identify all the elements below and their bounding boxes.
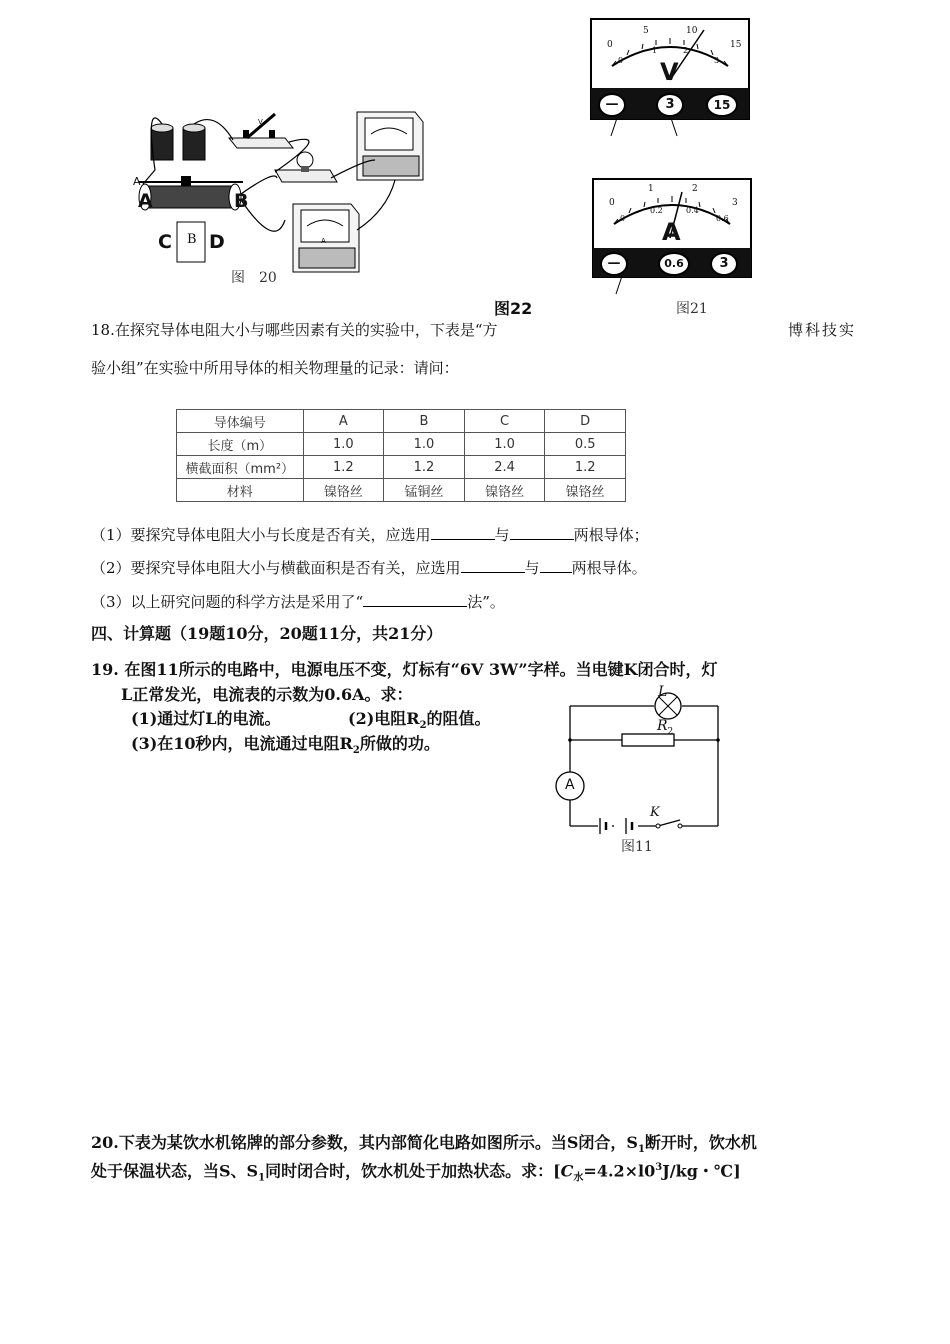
table-header-cell: 导体编号 [177, 410, 304, 433]
ammeter-dial-panel [592, 178, 752, 278]
table-header-cell: A [303, 410, 384, 433]
a-terminal-0-6: 0.6 [658, 252, 690, 276]
q20-line1 [91, 1133, 757, 1160]
table-cell: 1.2 [545, 456, 626, 479]
a-inner-0: 0 [620, 214, 626, 223]
voltmeter-letter: V [660, 58, 679, 86]
a-outer-2: 2 [692, 184, 698, 194]
label-box-b: B [187, 232, 197, 247]
q18-sub1-text-c: 两根导体； [573, 526, 649, 544]
q18-intro-b: 博科技实 [788, 321, 857, 339]
q18-sub1-text-b: 与 [494, 526, 510, 544]
q20-line2-text-d: =4.2×l0 [583, 1161, 656, 1181]
switch-contact-left [656, 824, 660, 828]
q18-sub1 [91, 524, 649, 545]
table-cell: 1.2 [303, 456, 384, 479]
table-row [177, 433, 626, 456]
q18-sub3-text-a: （3）以上研究问题的科学方法是采用了“ [91, 593, 364, 611]
q19-line2: L正常发光，电流表的示数为0.6A。求： [121, 685, 413, 704]
table-row [177, 456, 626, 479]
v-outer-0: 0 [607, 40, 613, 50]
voltmeter-dial-panel [590, 18, 750, 120]
section-4-title: 四、计算题（19题10分，20题11分，共21分） [91, 624, 443, 643]
figure-21-caption: 图21 [676, 301, 708, 317]
table-cell: 锰铜丝 [384, 479, 465, 502]
ammeter-device-letter: A [321, 237, 326, 245]
figure-22-caption: 图22 [494, 299, 533, 318]
voltmeter-device-letter: V [258, 118, 263, 126]
table-cell: 材料 [177, 479, 304, 502]
table-header-row [177, 410, 626, 433]
v-outer-10: 10 [686, 26, 698, 36]
table-cell: 0.5 [545, 433, 626, 456]
q18-sub2 [91, 557, 647, 578]
q18-sub3 [91, 591, 505, 612]
figure-20-caption: 图 20 [231, 270, 277, 286]
q20-line2-text-e: J/kg・℃] [662, 1161, 741, 1181]
q18-sub2-blank-2[interactable] [540, 557, 572, 573]
q20-specific-heat-subscript: 水 [573, 1172, 584, 1184]
figure-11-caption: 图11 [621, 839, 653, 855]
table-header-cell: B [384, 410, 465, 433]
table-cell: 横截面积（mm²） [177, 456, 304, 479]
label-d: D [209, 231, 225, 253]
voltmeter-leads [605, 118, 685, 138]
v-inner-3: 3 [714, 56, 720, 65]
table-row [177, 479, 626, 502]
q19-sub1: (1)通过灯L的电流。 [131, 709, 281, 728]
table-cell: 1.0 [303, 433, 384, 456]
q18-intro-a: 18.在探究导体电阻大小与哪些因素有关的实验中，下表是“方 [91, 321, 498, 339]
v-terminal-negative: — [598, 93, 626, 117]
q20-line2-text-b: 同时闭合时，饮水机处于加热状态。求：[ [265, 1161, 561, 1181]
table-header-cell: C [464, 410, 545, 433]
q20-line2-superscript: 3 [655, 1162, 663, 1173]
q20-line2-subscript: 1 [258, 1172, 266, 1184]
v-inner-0: 0 [618, 56, 624, 65]
q19-line1: 19. 在图11所示的电路中，电源电压不变，灯标有“6V 3W”字样。当电键K闭合时，灯 [91, 660, 718, 679]
conductor-table [176, 409, 626, 502]
q18-sub3-text-b: 法”。 [467, 593, 505, 611]
q18-sub2-text-a: （2）要探究导体电阻大小与横截面积是否有关，应选用 [91, 559, 461, 577]
table-cell: 镍铬丝 [303, 479, 384, 502]
a-inner-0-6: 0.6 [716, 214, 729, 223]
q18-sub1-text-a: （1）要探究导体电阻大小与长度是否有关，应选用 [91, 526, 431, 544]
label-b: B [234, 190, 249, 212]
q19-sub2 [348, 709, 491, 736]
rheostat [139, 176, 243, 210]
v-terminal-3: 3 [656, 93, 684, 117]
q20-line1-text-b: 断开时，饮水机 [644, 1133, 757, 1152]
q18-sub1-blank-1[interactable] [431, 524, 495, 540]
fig11-resistor-subscript: 2 [667, 726, 674, 737]
table-cell: 1.2 [384, 456, 465, 479]
ammeter-leads [612, 276, 652, 296]
a-outer-1: 1 [648, 184, 654, 194]
fig11-switch-label: K [650, 805, 660, 820]
fig11-resistor-letter: R [657, 718, 668, 734]
table-header-cell: D [545, 410, 626, 433]
q20-line1-subscript: 1 [637, 1144, 645, 1156]
ammeter-letter: A [662, 218, 681, 246]
q19-sub3 [131, 734, 440, 761]
battery-cells [151, 124, 205, 160]
fig11-resistor-label [657, 718, 673, 737]
table-cell: 镍铬丝 [464, 479, 545, 502]
q19-sub2-subscript: 2 [419, 720, 427, 732]
fig11-lamp-label: L [658, 684, 668, 700]
fig11-ammeter-label: A [565, 777, 575, 793]
battery-symbol [600, 818, 632, 834]
label-a-small: A [133, 175, 141, 188]
v-inner-1: 1 [652, 46, 658, 55]
v-outer-15: 15 [730, 40, 742, 50]
q18-sub2-text-b: 与 [524, 559, 540, 577]
label-c: C [158, 231, 172, 253]
q18-sub3-blank[interactable] [363, 591, 467, 607]
q19-sub2-text-b: 的阻值。 [426, 709, 491, 728]
q20-line2 [91, 1158, 741, 1189]
v-terminal-15: 15 [706, 93, 738, 117]
q20-line2-text-a: 处于保温状态，当S、S [91, 1161, 259, 1181]
q19-sub2-text-a: (2)电阻R [348, 709, 420, 728]
table-cell: 2.4 [464, 456, 545, 479]
a-outer-3: 3 [732, 198, 738, 208]
q20-specific-heat-symbol: C [560, 1161, 574, 1181]
table-cell: 长度（m） [177, 433, 304, 456]
switch-contact-right [678, 824, 682, 828]
v-inner-2: 2 [683, 46, 689, 55]
ammeter-device [293, 204, 359, 272]
q19-sub3-subscript: 2 [352, 745, 360, 757]
a-terminal-negative: — [600, 252, 628, 276]
q18-sub1-blank-2[interactable] [510, 524, 574, 540]
a-terminal-3: 3 [710, 252, 738, 276]
a-inner-0-2: 0.2 [650, 206, 663, 215]
bulb-on-holder [275, 152, 337, 182]
q20-line1-text-a: 20.下表为某饮水机铭牌的部分参数，其内部简化电路如图所示。当S闭合，S [91, 1133, 638, 1152]
q19-sub3-text-a: (3)在10秒内，电流通过电阻R [131, 734, 353, 753]
table-cell: 1.0 [464, 433, 545, 456]
table-cell: 1.0 [384, 433, 465, 456]
q18-sub2-blank-1[interactable] [461, 557, 525, 573]
label-a: A [138, 190, 153, 212]
figure-20-apparatus [125, 100, 445, 290]
v-outer-5: 5 [643, 26, 649, 36]
q18-sub2-text-c: 两根导体。 [571, 559, 647, 577]
table-cell: 镍铬丝 [545, 479, 626, 502]
a-inner-0-4: 0.4 [686, 206, 699, 215]
q19-sub3-text-b: 所做的功。 [359, 734, 440, 753]
q18-intro-line2: 验小组”在实验中所用导体的相关物理量的记录：请问： [91, 359, 459, 377]
a-outer-0: 0 [609, 198, 615, 208]
figure-11-circuit [550, 684, 730, 834]
voltmeter-device [357, 112, 423, 180]
